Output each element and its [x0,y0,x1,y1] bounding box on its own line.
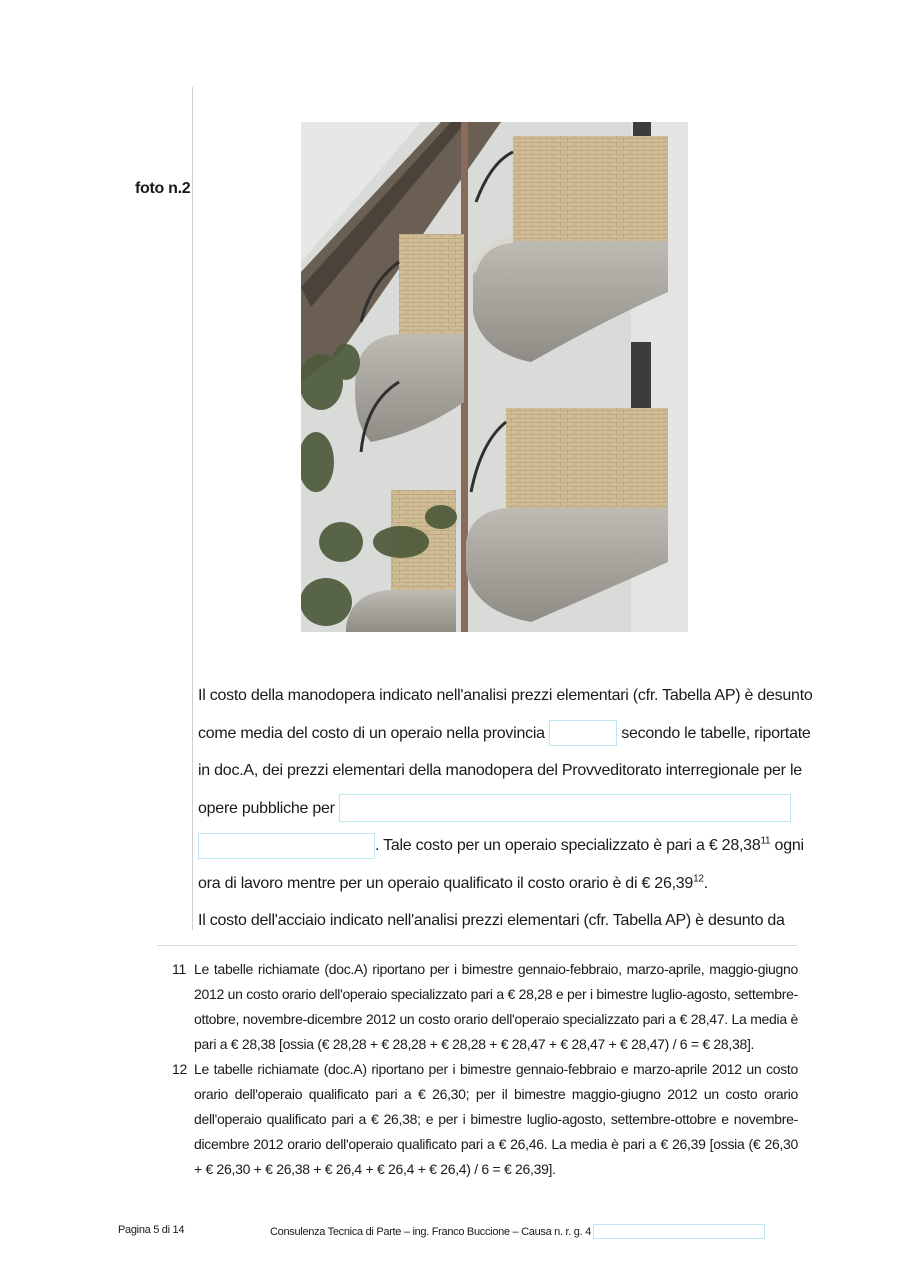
redacted-field [339,794,791,822]
balcony-photo-icon [301,122,688,632]
footnote-text: Le tabelle richiamate (doc.A) riportano per i bimestre gennaio-febbraio e marzo-aprile 2012 un costo orario dell'operaio qualificato pari a € 26,30; per il bimestre maggio-giugno 2012 un costo orario dell'operaio qualificato pari a € 26,38; e per i bimestre luglio-agosto, settembre-ottobre e novembre-dicembre 2012 orario dell'operaio qualificato pari a € 26,46. La media è pari a € 26,39 [ossia (€ 26,30 + € 26,30 + € 26,38 + € 26,4 + € 26,4 + € 26,4) / 6 = € 26,39]. [194,1061,798,1177]
footnote-divider [157,945,797,946]
footnote-text: Le tabelle richiamate (doc.A) riportano per i bimestre gennaio-febbraio, marzo-aprile, maggio-giugno 2012 un costo orario dell'operaio specializzato pari a € 28,28 e per i bimestre luglio-agosto, settembre-ottobre, novembre-dicembre 2012 un costo orario dell'operaio specializzato pari a € 28,47. La media è pari a € 28,38 [ossia (€ 28,28 + € 28,28 + € 28,28 + € 28,47 + € 28,47 + € 28,47) / 6 = € 28,38]. [194,961,798,1052]
body-line: Il costo dell'acciaio indicato nell'analisi prezzi elementari (cfr. Tabella AP) è desunto da [198,912,785,929]
body-line [198,715,811,753]
body-text-segment: . Tale costo per un operaio specializzato è pari a € 28,38 [375,837,761,854]
body-text-segment: ogni [770,837,804,854]
footnote-number: 11 [172,961,186,977]
body-text-segment: secondo le tabelle, riportate [621,724,811,742]
body-text-segment: . [703,874,708,892]
footnote [172,957,798,1057]
footer-credit [270,1224,765,1239]
footnote-ref[interactable]: 12 [693,873,704,885]
footnote [172,1057,798,1182]
margin-rule [192,87,193,930]
redacted-field [198,833,375,859]
body-line [198,790,798,828]
body-text-segment: come media del costo di un operaio nella provincia [198,724,545,742]
redacted-field [593,1224,765,1239]
body-text-segment: ora di lavoro mentre per un operaio qualificato il costo orario è di € 26,39 [198,874,694,892]
footnote-number: 12 [172,1061,187,1077]
body-text-segment: opere pubbliche per [198,799,335,817]
photo-label: foto n.2 [135,180,191,197]
body-line [198,827,804,865]
body-text [198,677,813,940]
redacted-field [549,720,617,746]
page-number: Pagina 5 di 14 [118,1224,185,1236]
footnote-ref[interactable]: 11 [760,835,771,847]
body-line: Il costo della manodopera indicato nell'analisi prezzi elementari (cfr. Tabella AP) è desunto [198,687,813,704]
footnotes [172,957,798,1182]
body-line [198,865,798,903]
body-line: in doc.A, dei prezzi elementari della manodopera del Provveditorato interregionale per le [198,762,802,779]
footer-credit-text: Consulenza Tecnica di Parte – ing. Franco Buccione – Causa n. r. g. 4 [270,1225,591,1238]
